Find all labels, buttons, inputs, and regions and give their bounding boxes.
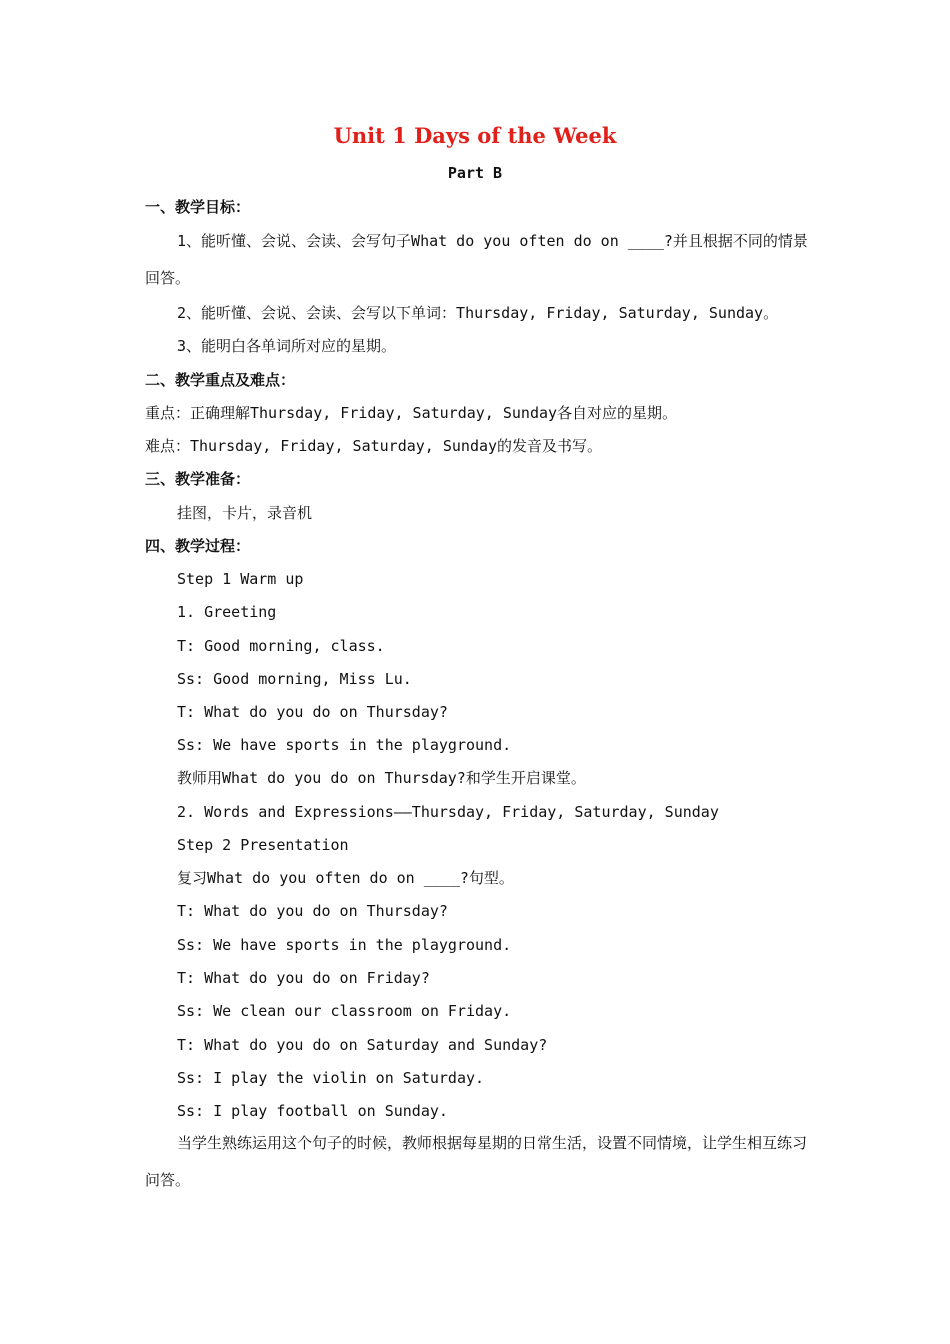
- objective-3: 3、能明白各单词所对应的星期。: [177, 337, 397, 355]
- prep-text: 挂图，卡片，录音机: [177, 504, 313, 522]
- process-line: Ss: We have sports in the playground.: [177, 936, 512, 954]
- process-line: 复习What do you often do on ____?句型。: [177, 869, 514, 887]
- process-line: 2. Words and Expressions——Thursday, Friday, Saturday, Sunday: [177, 803, 719, 821]
- document-title: Unit 1 Days of the Week: [333, 123, 617, 148]
- closing-paragraph: 当学生熟练运用这个句子的时候，教师根据每星期的日常生活，设置不同情境，让学生相互练习问答。: [145, 1134, 808, 1189]
- objective-1: 1、能听懂、会说、会读、会写句子What do you often do on ____?并且根据不同的情景回答。: [145, 232, 808, 287]
- process-line: 教师用What do you do on Thursday?和学生开启课堂。: [177, 769, 586, 787]
- process-line: Ss: I play football on Sunday.: [177, 1102, 448, 1120]
- process-line: T: What do you do on Thursday?: [177, 703, 448, 721]
- process-line: T: What do you do on Friday?: [177, 969, 430, 987]
- process-line: T: Good morning, class.: [177, 637, 385, 655]
- process-line: Ss: I play the violin on Saturday.: [177, 1069, 485, 1087]
- process-line: T: What do you do on Thursday?: [177, 902, 448, 920]
- objectives-heading: 一、教学目标：: [145, 198, 251, 216]
- difficulty-text: 难点：Thursday, Friday, Saturday, Sunday的发音及书写。: [145, 437, 603, 455]
- process-line: Step 2 Presentation: [177, 836, 349, 854]
- process-line: Ss: We have sports in the playground.: [177, 736, 512, 754]
- prep-heading: 三、教学准备：: [145, 470, 251, 488]
- process-line: T: What do you do on Saturday and Sunday?: [177, 1036, 548, 1054]
- process-line: Step 1 Warm up: [177, 570, 304, 588]
- process-heading: 四、教学过程：: [145, 537, 251, 555]
- process-line: Ss: Good morning, Miss Lu.: [177, 670, 412, 688]
- process-line: Ss: We clean our classroom on Friday.: [177, 1002, 512, 1020]
- document-subtitle: Part B: [447, 164, 503, 182]
- keypoints-heading: 二、教学重点及难点：: [145, 371, 296, 389]
- process-line: 1. Greeting: [177, 603, 277, 621]
- objective-2: 2、能听懂、会说、会读、会写以下单词：Thursday, Friday, Saturday, Sunday。: [177, 304, 779, 322]
- keypoint-text: 重点：正确理解Thursday, Friday, Saturday, Sunday各自对应的星期。: [145, 404, 678, 422]
